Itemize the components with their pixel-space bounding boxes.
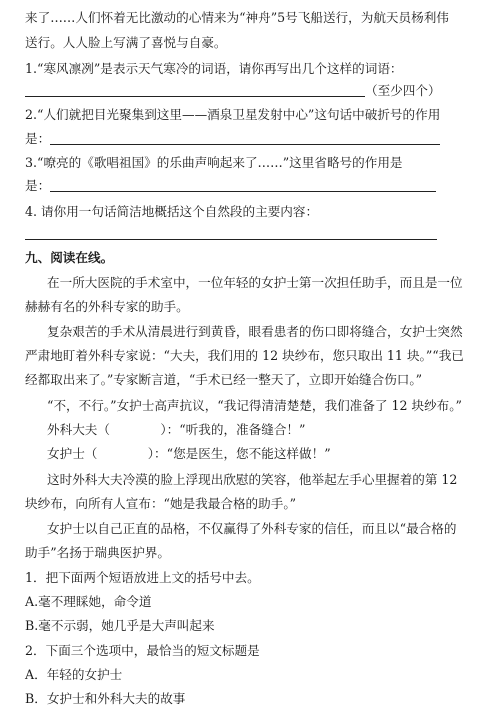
answer-blank[interactable] [25, 84, 365, 97]
passage-line: 来了……人们怀着无比激动的心情来为“神舟”5号飞船送行，为航天员杨利伟 [25, 10, 449, 25]
option-b: B.毫不示弱，她几乎是大声叫起来 [25, 618, 215, 633]
answer-prefix: 是： [25, 178, 51, 193]
answer-blank[interactable] [50, 132, 440, 145]
answer-line-4[interactable] [25, 226, 437, 242]
reading-question-1: 1．把下面两个短语放进上文的括号中去。 [25, 570, 260, 585]
question-3: 3.“嘹亮的《歌唱祖国》的乐曲声响起来了……”这里省略号的作用是 [25, 155, 403, 170]
question-1-note: （至少四个） [365, 83, 441, 98]
question-4: 4. 请你用一句话简洁地概括这个自然段的主要内容： [25, 204, 319, 219]
passage-line: 外科大夫（ ）：“听我的，准备缝合！” [47, 422, 306, 437]
answer-blank[interactable] [50, 179, 436, 192]
option-a: A.毫不理睬她，命令道 [25, 594, 152, 609]
passage-line: 经都取出来了。”专家断言道，“手术已经一整天了，立即开始缝合伤口。” [25, 372, 423, 387]
reading-question-2: 2．下面三个选项中，最恰当的短文标题是 [25, 643, 260, 658]
answer-line-3[interactable] [25, 178, 436, 194]
section-heading: 九、阅读在线。 [25, 250, 114, 265]
passage-line: 严肃地盯着外科专家说：“大夫，我们用的 12 块纱布，您只取出 11 块。”“我已 [25, 348, 464, 363]
passage-line: 助手”名扬于瑞典医护界。 [25, 545, 170, 560]
answer-prefix: 是： [25, 131, 51, 146]
option-a: A．年轻的女护士 [25, 667, 123, 682]
passage-line: 赫赫有名的外科专家的助手。 [25, 299, 189, 314]
passage-line: 在一所大医院的手术室中，一位年轻的女护士第一次担任助手，而且是一位 [47, 275, 463, 290]
answer-line-1[interactable] [25, 83, 441, 99]
passage-line: 块纱布，向所有人宣布：“她是我最合格的助手。” [25, 496, 297, 511]
answer-line-2[interactable] [25, 131, 440, 147]
option-b: B．女护士和外科大夫的故事 [25, 691, 186, 706]
passage-line: 这时外科大夫冷漠的脸上浮现出欣慰的笑容，他举起左手心里握着的第 12 [47, 472, 458, 487]
passage-line: 复杂艰苦的手术从清晨进行到黄昏，眼看患者的伤口即将缝合，女护士突然 [47, 324, 463, 339]
passage-line: 女护士（ ）：“您是医生，您不能这样做！” [47, 446, 331, 461]
question-1: 1.“寒风凛冽”是表示天气寒冷的词语，请你再写出几个这样的词语： [25, 61, 403, 76]
answer-blank[interactable] [25, 227, 437, 240]
question-2: 2.“人们就把目光聚集到这里——酒泉卫星发射中心”这句话中破折号的作用 [25, 107, 441, 122]
passage-line: 女护士以自己正直的品格，不仅赢得了外科专家的信任，而且以“最合格的 [47, 521, 457, 536]
passage-line: 送行。人人脸上写满了喜悦与自豪。 [25, 35, 227, 50]
passage-line: “不，不行。”女护士高声抗议，“我记得清清楚楚，我们准备了 12 块纱布。” [47, 398, 462, 413]
